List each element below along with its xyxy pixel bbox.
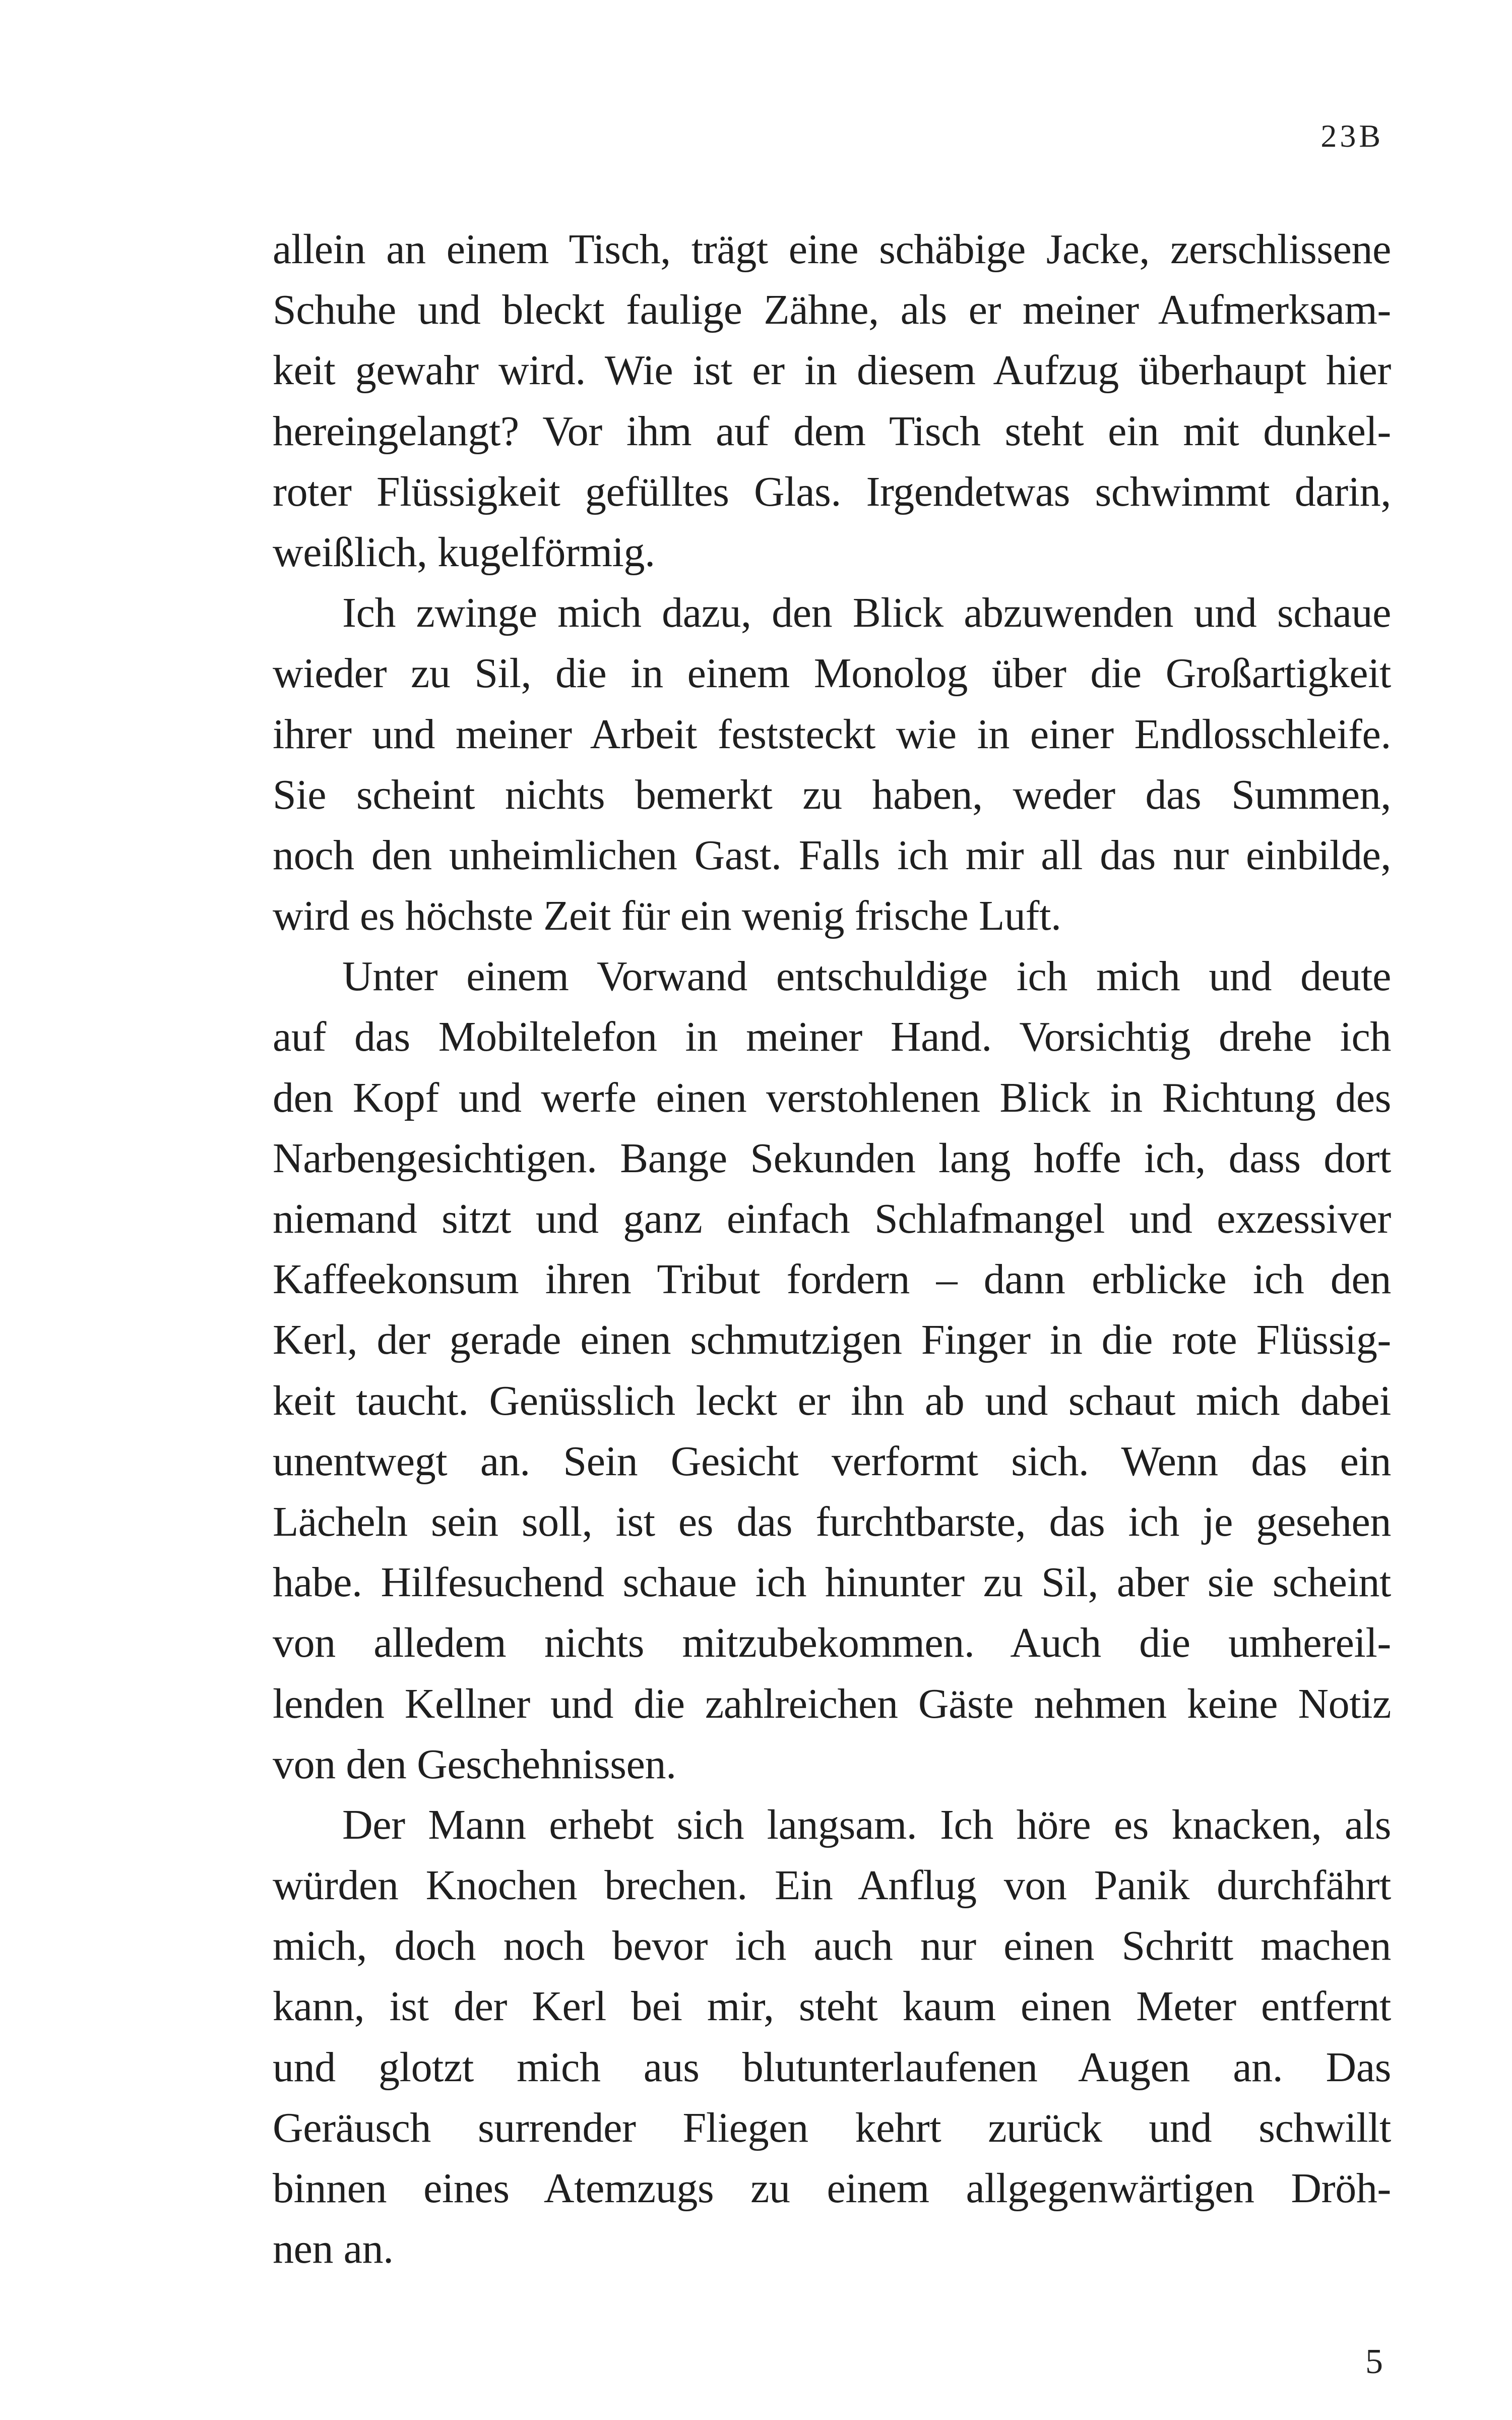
text-line: nen an.	[273, 2225, 394, 2273]
text-line: den Kopf und werfe einen verstohlenen Blick in Richtung des	[273, 1074, 1391, 1121]
text-line: Lächeln sein soll, ist es das furchtbarste, das ich je gesehen	[273, 1498, 1391, 1545]
text-line: allein an einem Tisch, trägt eine schäbige Jacke, zerschlissene	[273, 226, 1391, 273]
text-line: weißlich, kugelförmig.	[273, 528, 655, 576]
body-text	[273, 219, 1391, 2279]
text-line: unentwegt an. Sein Gesicht verformt sich. Wenn das ein	[273, 1437, 1391, 1485]
text-line: kann, ist der Kerl bei mir, steht kaum einen Meter entfernt	[273, 1983, 1391, 2030]
text-line: auf das Mobiltelefon in meiner Hand. Vorsichtig drehe ich	[273, 1013, 1391, 1061]
text-line: lenden Kellner und die zahlreichen Gäste nehmen keine Notiz	[273, 1680, 1391, 1727]
text-line: Kerl, der gerade einen schmutzigen Finger in die rote Flüssig-	[273, 1316, 1391, 1364]
text-line: Unter einem Vorwand entschuldige ich mich und deute	[342, 953, 1391, 1000]
text-line: Sie scheint nichts bemerkt zu haben, weder das Summen,	[273, 771, 1391, 818]
running-header: 23B	[1320, 118, 1383, 154]
text-line: würden Knochen brechen. Ein Anflug von Panik durchfährt	[273, 1862, 1391, 1909]
text-line: noch den unheimlichen Gast. Falls ich mir all das nur einbilde,	[273, 831, 1391, 879]
text-line: ihrer und meiner Arbeit feststeckt wie in einer Endlosschleife.	[273, 710, 1391, 758]
text-line: wird es höchste Zeit für ein wenig frische Luft.	[273, 892, 1061, 940]
text-line: hereingelangt? Vor ihm auf dem Tisch steht ein mit dunkel-	[273, 407, 1391, 455]
text-line: Schuhe und bleckt faulige Zähne, als er meiner Aufmerksam-	[273, 286, 1391, 334]
page-number: 5	[1365, 2342, 1383, 2381]
text-line: Narbengesichtigen. Bange Sekunden lang hoffe ich, dass dort	[273, 1134, 1391, 1182]
text-line: habe. Hilfesuchend schaue ich hinunter zu Sil, aber sie scheint	[273, 1559, 1391, 1606]
text-line: Der Mann erhebt sich langsam. Ich höre es knacken, als	[342, 1801, 1391, 1848]
text-line: mich, doch noch bevor ich auch nur einen Schritt machen	[273, 1922, 1391, 1970]
text-line: roter Flüssigkeit gefülltes Glas. Irgendetwas schwimmt darin,	[273, 468, 1391, 515]
text-line: wieder zu Sil, die in einem Monolog über die Großartigkeit	[273, 650, 1391, 697]
text-line: keit taucht. Genüsslich leckt er ihn ab und schaut mich dabei	[273, 1377, 1391, 1424]
text-line: von alledem nichts mitzubekommen. Auch die umhereil-	[273, 1619, 1391, 1667]
text-line: keit gewahr wird. Wie ist er in diesem Aufzug überhaupt hier	[273, 347, 1391, 394]
text-line: von den Geschehnissen.	[273, 1740, 676, 1788]
text-line: und glotzt mich aus blutunterlaufenen Augen an. Das	[273, 2043, 1391, 2091]
text-line: Ich zwinge mich dazu, den Blick abzuwenden und schaue	[342, 589, 1391, 637]
text-line: niemand sitzt und ganz einfach Schlafmangel und exzessiver	[273, 1195, 1391, 1242]
text-line: Kaffeekonsum ihren Tribut fordern – dann erblicke ich den	[273, 1256, 1391, 1303]
text-line: Geräusch surrender Fliegen kehrt zurück und schwillt	[273, 2104, 1391, 2151]
text-line: binnen eines Atemzugs zu einem allgegenwärtigen Dröh-	[273, 2165, 1391, 2212]
